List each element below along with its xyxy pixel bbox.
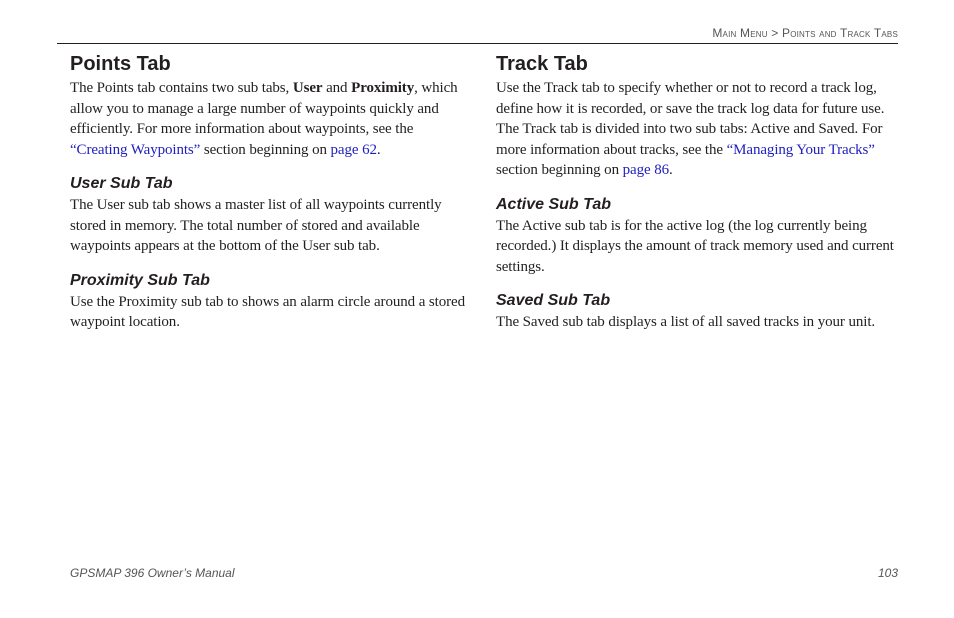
breadcrumb: Main Menu > Points and Track Tabs (712, 26, 898, 40)
managing-tracks-link[interactable]: “Managing Your Tracks” (726, 141, 875, 158)
points-intro-text-1: The Points tab contains two sub tabs, (70, 80, 293, 96)
points-intro-bold-user: User (292, 80, 323, 96)
saved-sub-tab-body: The Saved sub tab displays a list of all saved tracks in your unit. (496, 314, 876, 330)
creating-waypoints-link[interactable]: “Creating Waypoints” (70, 141, 201, 158)
track-intro-text-3: . (669, 162, 673, 178)
points-intro-text-5: . (376, 141, 381, 158)
proximity-sub-tab-heading: Proximity Sub Tab (70, 271, 210, 289)
manual-title: GPSMAP 396 Owner’s Manual (70, 566, 235, 580)
page-62-link[interactable]: page 62 (330, 141, 377, 158)
points-intro-bold-proximity: Proximity (351, 80, 415, 96)
active-sub-tab-heading: Active Sub Tab (496, 195, 611, 213)
track-tab-column (496, 52, 898, 333)
header-rule (57, 43, 898, 44)
track-tab-intro (496, 78, 898, 181)
points-intro-text-4: section beginning on (200, 141, 331, 158)
proximity-sub-tab-body: Use the Proximity sub tab to shows an alarm circle around a stored waypoint location. (70, 293, 465, 330)
points-tab-heading: Points Tab (70, 53, 171, 75)
points-intro-text-2: and (322, 80, 352, 96)
points-tab-intro (70, 78, 472, 160)
user-sub-tab-body: The User sub tab shows a master list of all waypoints currently stored in memory. The total number of stored and available waypoints appears at the bottom of the User sub tab. (70, 197, 442, 254)
page-86-link[interactable]: page 86 (622, 162, 670, 178)
points-tab-column (70, 52, 472, 333)
active-sub-tab-body: The Active sub tab is for the active log (the log currently being recorded.) It displays the amount of track memory used and current settings. (496, 217, 894, 275)
page-number: 103 (877, 566, 898, 580)
points-intro-text-3: , which allow you to manage a large number of waypoints quickly and efficiently. For more information about waypoints, see the (70, 80, 458, 137)
track-tab-heading: Track Tab (496, 53, 588, 75)
saved-sub-tab-heading: Saved Sub Tab (496, 292, 611, 309)
track-intro-text-2: section beginning on (496, 162, 623, 178)
user-sub-tab-heading: User Sub Tab (70, 175, 173, 192)
track-intro-text-1: Use the Track tab to specify whether or not to record a track log, define how it is recorded, or save the track log data for future use. The Track tab is divided into two sub tabs: Active and Saved. For more information about tracks, see the (496, 80, 885, 158)
